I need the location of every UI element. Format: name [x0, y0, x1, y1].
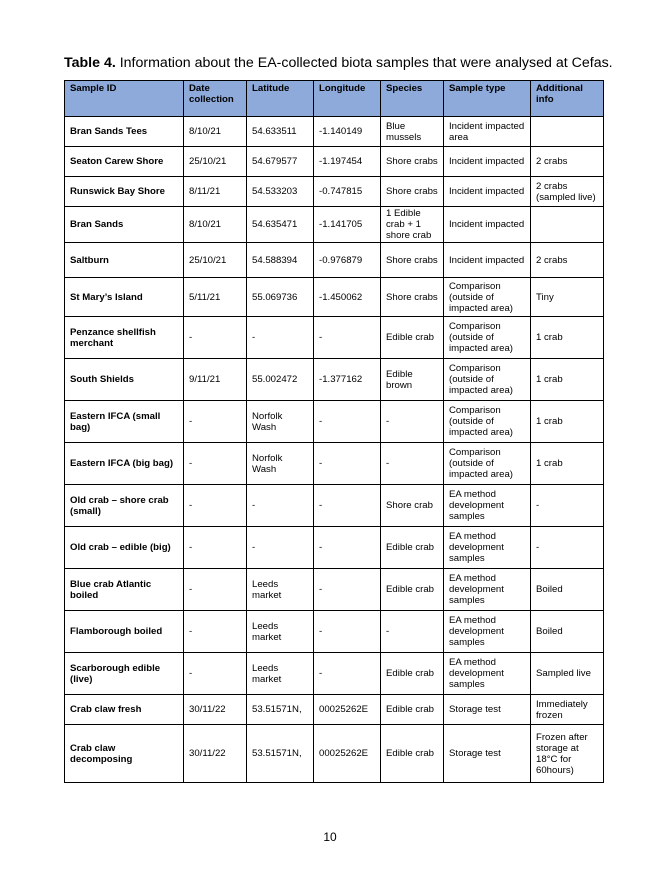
cell-latitude: 54.533203 — [247, 177, 314, 207]
column-header-species: Species — [381, 81, 444, 117]
cell-date-collection: - — [184, 527, 247, 569]
cell-sample-type: Incident impacted — [444, 207, 531, 243]
cell-sample-id: Crab claw fresh — [65, 695, 184, 725]
cell-sample-id: Bran Sands — [65, 207, 184, 243]
cell-sample-id: Eastern IFCA (big bag) — [65, 443, 184, 485]
cell-species: Edible crab — [381, 527, 444, 569]
table-row — [65, 725, 604, 783]
cell-sample-id: Old crab – edible (big) — [65, 527, 184, 569]
table-row — [65, 485, 604, 527]
cell-sample-id: St Mary’s Island — [65, 278, 184, 317]
cell-additional-info: Boiled — [531, 569, 604, 611]
cell-additional-info — [531, 117, 604, 147]
cell-date-collection: - — [184, 443, 247, 485]
cell-date-collection: 30/11/22 — [184, 695, 247, 725]
cell-additional-info: - — [531, 485, 604, 527]
table-row — [65, 611, 604, 653]
table-row — [65, 317, 604, 359]
cell-additional-info: Boiled — [531, 611, 604, 653]
cell-sample-id: Saltburn — [65, 243, 184, 278]
cell-sample-type: Comparison (outside of impacted area) — [444, 278, 531, 317]
cell-date-collection: 8/10/21 — [184, 117, 247, 147]
cell-latitude: 54.588394 — [247, 243, 314, 278]
cell-sample-type: Comparison (outside of impacted area) — [444, 443, 531, 485]
cell-longitude: - — [314, 527, 381, 569]
cell-sample-type: Incident impacted — [444, 243, 531, 278]
table-row — [65, 278, 604, 317]
cell-sample-id: Flamborough boiled — [65, 611, 184, 653]
column-header-additional-info: Additional info — [531, 81, 604, 117]
cell-sample-type: Storage test — [444, 695, 531, 725]
cell-date-collection: - — [184, 611, 247, 653]
cell-longitude: 00025262E — [314, 695, 381, 725]
cell-date-collection: - — [184, 401, 247, 443]
cell-date-collection: 5/11/21 — [184, 278, 247, 317]
table-caption-text: Information about the EA-collected biota samples that were analysed at Cefas. — [115, 55, 613, 71]
cell-species: Shore crab — [381, 485, 444, 527]
cell-additional-info: - — [531, 527, 604, 569]
cell-additional-info: 1 crab — [531, 401, 604, 443]
cell-latitude: 54.679577 — [247, 147, 314, 177]
cell-sample-id: Blue crab Atlantic boiled — [65, 569, 184, 611]
cell-additional-info: 2 crabs — [531, 243, 604, 278]
cell-additional-info: Sampled live — [531, 653, 604, 695]
cell-species: Shore crabs — [381, 278, 444, 317]
table-caption — [64, 55, 613, 71]
cell-additional-info: 2 crabs (sampled live) — [531, 177, 604, 207]
cell-sample-id: Runswick Bay Shore — [65, 177, 184, 207]
column-header-sample-type: Sample type — [444, 81, 531, 117]
cell-additional-info: 1 crab — [531, 317, 604, 359]
cell-sample-type: Comparison (outside of impacted area) — [444, 401, 531, 443]
cell-species: Blue mussels — [381, 117, 444, 147]
cell-additional-info — [531, 207, 604, 243]
cell-latitude: 54.633511 — [247, 117, 314, 147]
cell-longitude: -1.140149 — [314, 117, 381, 147]
cell-additional-info: 2 crabs — [531, 147, 604, 177]
cell-species: Edible crab — [381, 725, 444, 783]
cell-latitude: 53.51571N, — [247, 695, 314, 725]
cell-sample-id: Crab claw decomposing — [65, 725, 184, 783]
table-row — [65, 147, 604, 177]
table-row — [65, 359, 604, 401]
cell-species: 1 Edible crab + 1 shore crab — [381, 207, 444, 243]
table-row — [65, 443, 604, 485]
cell-longitude: - — [314, 443, 381, 485]
cell-latitude: 53.51571N, — [247, 725, 314, 783]
cell-species: Shore crabs — [381, 147, 444, 177]
cell-longitude: -1.450062 — [314, 278, 381, 317]
column-header-sample-id: Sample ID — [65, 81, 184, 117]
cell-species: - — [381, 443, 444, 485]
table-header-row — [65, 81, 604, 117]
cell-latitude: Leeds market — [247, 569, 314, 611]
cell-sample-id: Seaton Carew Shore — [65, 147, 184, 177]
cell-longitude: - — [314, 653, 381, 695]
cell-latitude: - — [247, 527, 314, 569]
biota-samples-table — [64, 80, 604, 783]
cell-sample-id: Eastern IFCA (small bag) — [65, 401, 184, 443]
cell-species: Edible crab — [381, 569, 444, 611]
cell-species: Shore crabs — [381, 177, 444, 207]
cell-sample-id: Scarborough edible (live) — [65, 653, 184, 695]
cell-latitude: - — [247, 317, 314, 359]
cell-sample-type: Incident impacted — [444, 147, 531, 177]
cell-longitude: -1.197454 — [314, 147, 381, 177]
cell-species: Edible brown — [381, 359, 444, 401]
cell-latitude: Norfolk Wash — [247, 401, 314, 443]
cell-date-collection: 8/11/21 — [184, 177, 247, 207]
cell-date-collection: 25/10/21 — [184, 243, 247, 278]
cell-latitude: 55.002472 — [247, 359, 314, 401]
cell-sample-id: South Shields — [65, 359, 184, 401]
cell-sample-type: Storage test — [444, 725, 531, 783]
cell-latitude: - — [247, 485, 314, 527]
cell-longitude: -0.747815 — [314, 177, 381, 207]
table-row — [65, 695, 604, 725]
cell-species: Shore crabs — [381, 243, 444, 278]
cell-date-collection: - — [184, 485, 247, 527]
column-header-date-collection: Date collection — [184, 81, 247, 117]
cell-longitude: -0.976879 — [314, 243, 381, 278]
page-number: 10 — [323, 830, 337, 844]
cell-sample-type: EA method development samples — [444, 569, 531, 611]
cell-sample-type: EA method development samples — [444, 485, 531, 527]
cell-latitude: Leeds market — [247, 653, 314, 695]
column-header-longitude: Longitude — [314, 81, 381, 117]
cell-longitude: - — [314, 401, 381, 443]
cell-sample-id: Bran Sands Tees — [65, 117, 184, 147]
cell-latitude: 54.635471 — [247, 207, 314, 243]
cell-species: - — [381, 401, 444, 443]
cell-date-collection: 9/11/21 — [184, 359, 247, 401]
cell-longitude: - — [314, 485, 381, 527]
cell-longitude: -1.141705 — [314, 207, 381, 243]
cell-additional-info: Frozen after storage at 18°C for 60hours) — [531, 725, 604, 783]
cell-date-collection: 30/11/22 — [184, 725, 247, 783]
cell-latitude: 55.069736 — [247, 278, 314, 317]
cell-species: Edible crab — [381, 653, 444, 695]
cell-date-collection: - — [184, 569, 247, 611]
cell-sample-type: Incident impacted area — [444, 117, 531, 147]
cell-species: Edible crab — [381, 317, 444, 359]
table-row — [65, 527, 604, 569]
cell-longitude: - — [314, 611, 381, 653]
table-row — [65, 569, 604, 611]
table-row — [65, 207, 604, 243]
cell-longitude: - — [314, 569, 381, 611]
cell-additional-info: 1 crab — [531, 443, 604, 485]
cell-longitude: -1.377162 — [314, 359, 381, 401]
cell-species: - — [381, 611, 444, 653]
cell-additional-info: Tiny — [531, 278, 604, 317]
cell-sample-id: Old crab – shore crab (small) — [65, 485, 184, 527]
cell-latitude: Leeds market — [247, 611, 314, 653]
cell-sample-id: Penzance shellfish merchant — [65, 317, 184, 359]
cell-species: Edible crab — [381, 695, 444, 725]
cell-latitude: Norfolk Wash — [247, 443, 314, 485]
table-row — [65, 177, 604, 207]
table-row — [65, 653, 604, 695]
table-row — [65, 401, 604, 443]
cell-date-collection: - — [184, 653, 247, 695]
cell-sample-type: Incident impacted — [444, 177, 531, 207]
cell-sample-type: Comparison (outside of impacted area) — [444, 359, 531, 401]
cell-sample-type: Comparison (outside of impacted area) — [444, 317, 531, 359]
table-row — [65, 117, 604, 147]
cell-sample-type: EA method development samples — [444, 611, 531, 653]
column-header-latitude: Latitude — [247, 81, 314, 117]
cell-additional-info: Immediately frozen — [531, 695, 604, 725]
cell-longitude: - — [314, 317, 381, 359]
cell-sample-type: EA method development samples — [444, 653, 531, 695]
cell-date-collection: - — [184, 317, 247, 359]
cell-date-collection: 25/10/21 — [184, 147, 247, 177]
cell-additional-info: 1 crab — [531, 359, 604, 401]
cell-longitude: 00025262E — [314, 725, 381, 783]
cell-sample-type: EA method development samples — [444, 527, 531, 569]
table-caption-label: Table 4. — [64, 55, 116, 71]
cell-date-collection: 8/10/21 — [184, 207, 247, 243]
table-row — [65, 243, 604, 278]
